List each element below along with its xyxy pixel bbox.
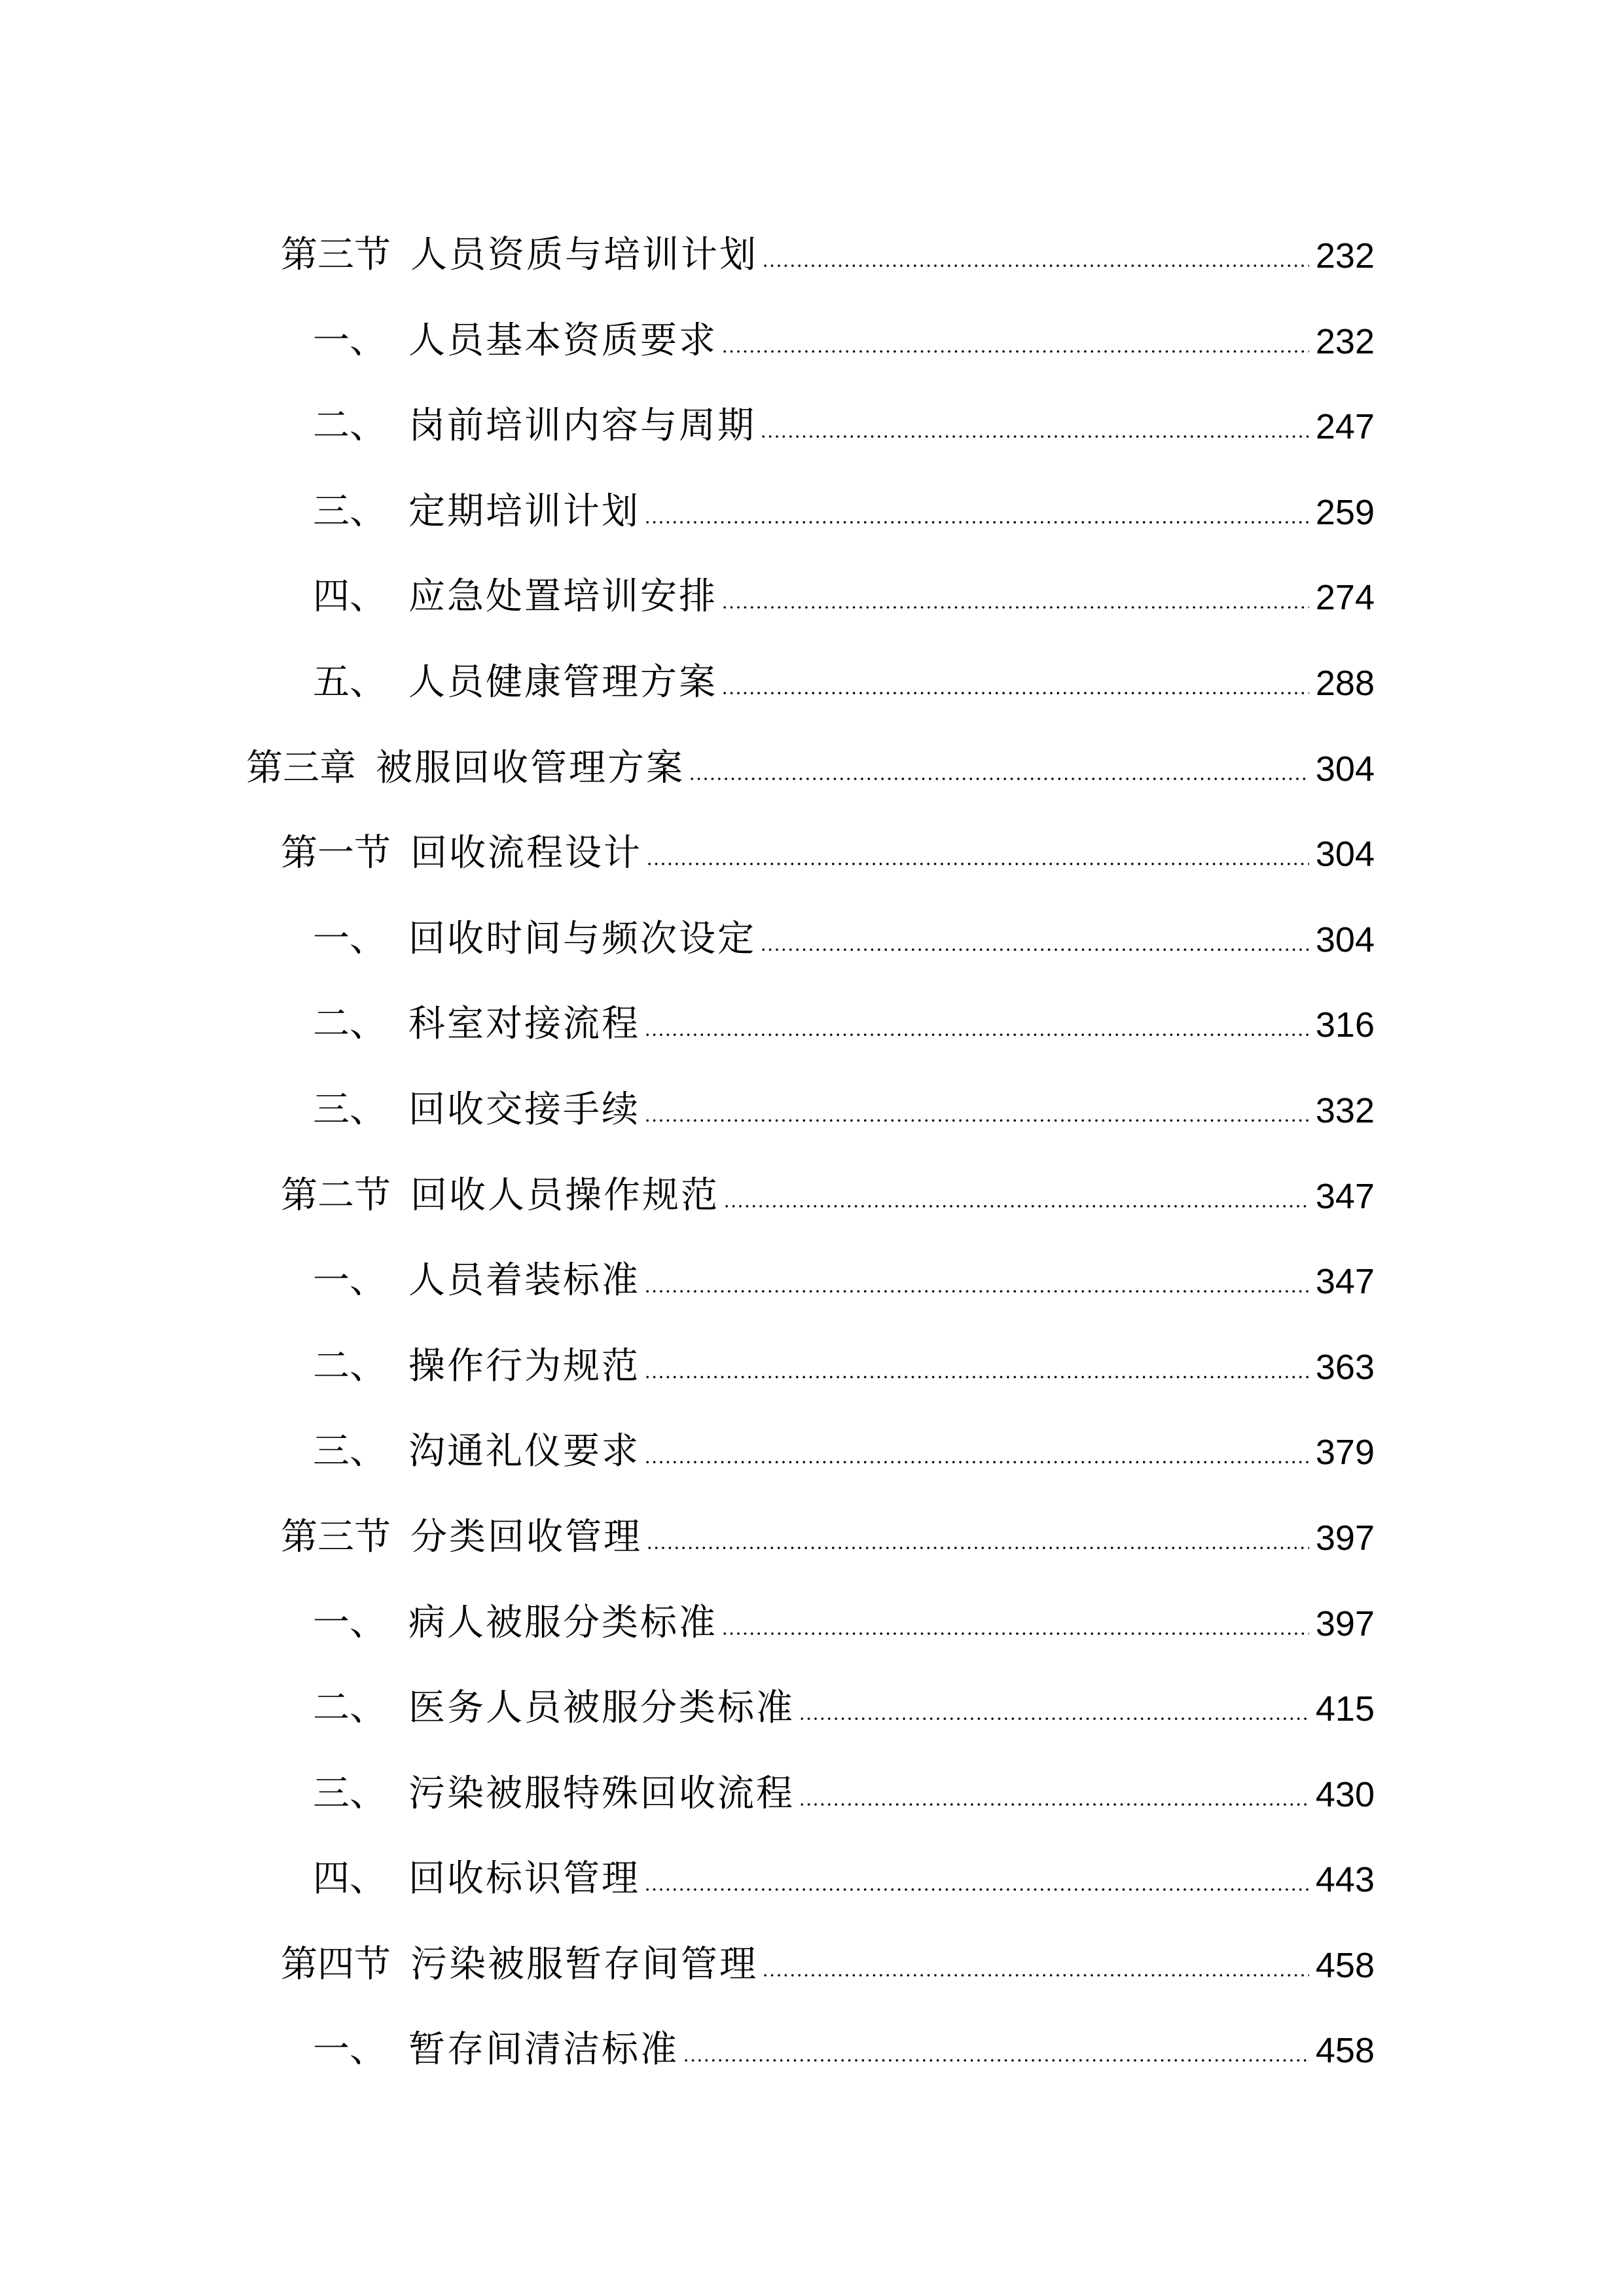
toc-entry-row [246, 721, 1375, 787]
toc-entry-number: 第三章 [246, 746, 356, 789]
toc-entry-title: 操作行为规范 [408, 1344, 640, 1388]
dot-leader [760, 435, 1309, 438]
toc-entry-title: 回收时间与频次设定 [408, 917, 756, 960]
toc-entry-row [313, 550, 1375, 619]
toc-entry-title: 人员着装标准 [408, 1259, 640, 1302]
toc-entry-number: 二、 [313, 1003, 386, 1046]
toc-entry-row [313, 379, 1375, 448]
toc-entry-title: 人员健康管理方案 [408, 660, 717, 704]
toc-entry-title: 回收标识管理 [408, 1857, 640, 1901]
toc-entry[interactable] [0, 550, 1624, 636]
toc-entry-number: 二、 [313, 1687, 386, 1730]
toc-entry-page-number: 259 [1315, 492, 1375, 532]
toc-entry-number: 三、 [313, 1430, 386, 1473]
toc-entry[interactable] [0, 1319, 1624, 1405]
toc-entry-number: 三、 [313, 490, 386, 533]
toc-entry-page-number: 232 [1315, 236, 1375, 276]
toc-entry-page-number: 274 [1315, 578, 1375, 618]
toc-entry-row [313, 1063, 1375, 1131]
toc-entry-row [313, 1234, 1375, 1302]
toc-entry-number: 一、 [313, 2028, 386, 2072]
dot-leader [646, 863, 1309, 865]
toc-entry-number: 第三节 [281, 1515, 391, 1558]
dot-leader [644, 1888, 1309, 1891]
toc-entry-number: 第四节 [281, 1943, 391, 1986]
toc-entry-page-number: 430 [1315, 1774, 1375, 1814]
toc-entry-title: 人员基本资质要求 [408, 319, 717, 362]
dot-leader [799, 1803, 1309, 1806]
toc-entry-title: 医务人员被服分类标准 [408, 1687, 795, 1730]
dot-leader [689, 778, 1309, 780]
toc-entry-number: 第三节 [281, 234, 391, 276]
toc-entry-row [313, 892, 1375, 958]
toc-entry-title: 污染被服暂存间管理 [410, 1943, 758, 1986]
dot-leader [762, 264, 1309, 267]
toc-entry-number: 二、 [313, 1344, 386, 1388]
toc-entry-page-number: 304 [1315, 749, 1375, 789]
toc-entry-title: 应急处置培训安排 [408, 575, 717, 619]
toc-entry-page-number: 415 [1315, 1689, 1375, 1729]
toc-entry[interactable] [0, 1490, 1624, 1576]
toc-entry-title: 污染被服特殊回收流程 [408, 1772, 795, 1815]
toc-entry[interactable] [0, 1234, 1624, 1319]
dot-leader [644, 1376, 1309, 1378]
toc-entry-page-number: 363 [1315, 1347, 1375, 1387]
toc-entry-number: 四、 [313, 575, 386, 619]
toc-entry-title: 暂存间清洁标准 [408, 2028, 679, 2072]
toc-entry[interactable] [0, 294, 1624, 380]
toc-entry-title: 人员资质与培训计划 [410, 234, 758, 276]
toc-entry[interactable] [0, 1576, 1624, 1662]
toc-entry-row [313, 1319, 1375, 1388]
dot-leader [723, 1205, 1309, 1208]
toc-entry-page-number: 458 [1315, 2031, 1375, 2071]
toc-entry[interactable] [0, 379, 1624, 465]
toc-entry-number: 一、 [313, 319, 386, 362]
toc-entry-row [313, 294, 1375, 362]
toc-entry-row [313, 1661, 1375, 1730]
toc-entry[interactable] [0, 892, 1624, 978]
toc-entry-title: 被服回收管理方案 [376, 746, 685, 789]
toc-entry-row [281, 1149, 1375, 1217]
toc-entry-title: 分类回收管理 [410, 1515, 642, 1558]
toc-entry-number: 二、 [313, 404, 386, 448]
toc-entry[interactable] [0, 2003, 1624, 2089]
toc-entry-number: 三、 [313, 1772, 386, 1815]
dot-leader [644, 1119, 1309, 1122]
dot-leader [762, 1974, 1309, 1977]
dot-leader [644, 1290, 1309, 1293]
toc-entry[interactable] [0, 721, 1624, 807]
toc-entry-title: 回收流程设计 [410, 832, 642, 875]
toc-entry-number: 一、 [313, 917, 386, 960]
toc-entry-page-number: 379 [1315, 1433, 1375, 1473]
toc-entry-page-number: 397 [1315, 1518, 1375, 1558]
toc-entry[interactable] [0, 806, 1624, 892]
table-of-contents [0, 208, 1624, 2089]
toc-entry-page-number: 232 [1315, 321, 1375, 361]
toc-entry[interactable] [0, 636, 1624, 721]
toc-entry-title: 科室对接流程 [408, 1003, 640, 1046]
toc-entry[interactable] [0, 1063, 1624, 1149]
toc-entry-title: 定期培训计划 [408, 490, 640, 533]
dot-leader [721, 1632, 1309, 1635]
toc-entry[interactable] [0, 1661, 1624, 1747]
toc-entry-row [313, 465, 1375, 533]
toc-entry[interactable] [0, 977, 1624, 1063]
toc-entry-row [281, 1918, 1375, 1986]
toc-entry-page-number: 347 [1315, 1176, 1375, 1216]
toc-entry[interactable] [0, 1405, 1624, 1490]
dot-leader [799, 1717, 1309, 1720]
toc-entry-row [313, 2003, 1375, 2072]
dot-leader [644, 521, 1309, 524]
toc-entry[interactable] [0, 1832, 1624, 1918]
toc-entry-page-number: 288 [1315, 663, 1375, 703]
dot-leader [721, 692, 1309, 694]
dot-leader [644, 1461, 1309, 1463]
toc-entry-row [313, 636, 1375, 704]
toc-entry-page-number: 397 [1315, 1604, 1375, 1643]
toc-entry-title: 回收人员操作规范 [410, 1174, 719, 1217]
toc-entry[interactable] [0, 1149, 1624, 1234]
toc-entry-number: 一、 [313, 1601, 386, 1644]
toc-entry-page-number: 304 [1315, 920, 1375, 960]
toc-entry-row [313, 1747, 1375, 1815]
toc-entry-number: 五、 [313, 660, 386, 704]
toc-entry-row [281, 1490, 1375, 1556]
toc-entry-page-number: 316 [1315, 1005, 1375, 1045]
toc-entry-title: 岗前培训内容与周期 [408, 404, 756, 448]
toc-entry-title: 回收交接手续 [408, 1088, 640, 1131]
toc-entry-row [313, 1405, 1375, 1473]
toc-entry-page-number: 443 [1315, 1860, 1375, 1900]
toc-entry-number: 三、 [313, 1088, 386, 1131]
toc-entry-page-number: 347 [1315, 1262, 1375, 1302]
dot-leader [721, 350, 1309, 353]
toc-entry[interactable] [0, 1918, 1624, 2003]
dot-leader [721, 606, 1309, 609]
toc-entry-page-number: 304 [1315, 834, 1375, 874]
toc-entry-row [281, 806, 1375, 875]
toc-entry-page-number: 458 [1315, 1945, 1375, 1985]
toc-entry-row [313, 1832, 1375, 1901]
toc-entry-number: 一、 [313, 1259, 386, 1302]
dot-leader [760, 948, 1309, 951]
toc-entry[interactable] [0, 465, 1624, 550]
toc-entry-title: 沟通礼仪要求 [408, 1430, 640, 1473]
toc-entry-number: 第二节 [281, 1174, 391, 1217]
toc-entry-number: 四、 [313, 1857, 386, 1901]
toc-entry-title: 病人被服分类标准 [408, 1601, 717, 1644]
toc-entry-row [313, 1576, 1375, 1644]
toc-entry-row [313, 977, 1375, 1046]
toc-entry[interactable] [0, 1747, 1624, 1833]
toc-entry-number: 第一节 [281, 832, 391, 875]
toc-entry-page-number: 332 [1315, 1090, 1375, 1130]
dot-leader [683, 2059, 1309, 2062]
toc-entry[interactable] [0, 208, 1624, 294]
dot-leader [644, 1033, 1309, 1036]
dot-leader [646, 1547, 1309, 1549]
toc-entry-page-number: 247 [1315, 407, 1375, 447]
toc-entry-row [281, 208, 1375, 274]
